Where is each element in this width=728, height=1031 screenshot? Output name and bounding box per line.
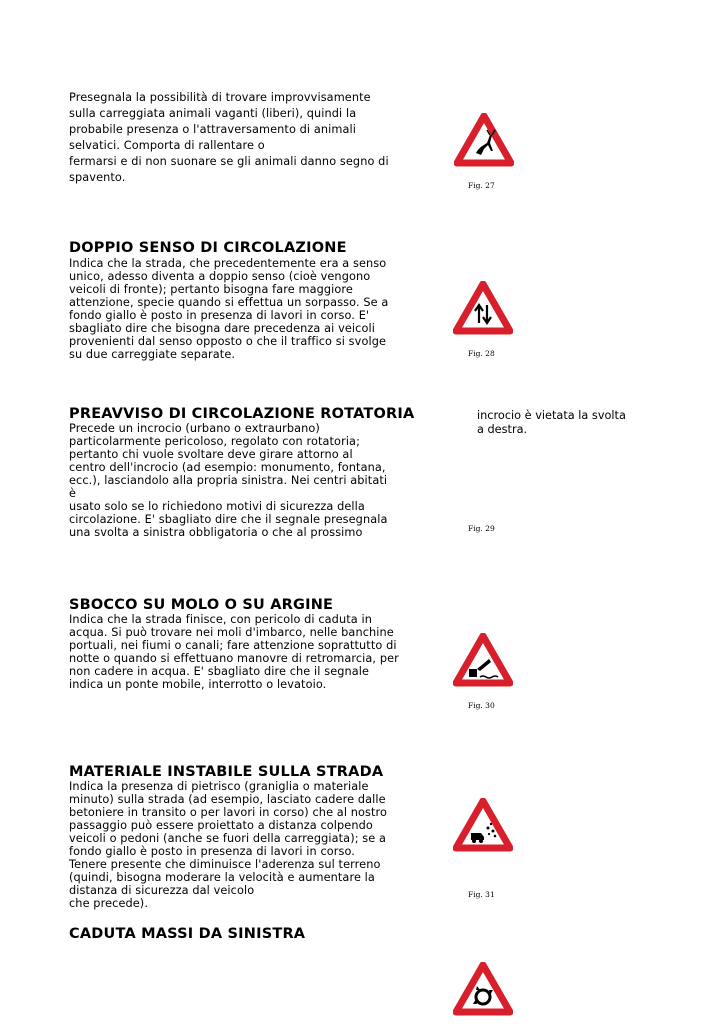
quayside-description: Indica che la strada finisce, con pericolo di caduta in acqua. Si può trovare nei moli d'imbarco, nelle banchine portuali, nei fiumi o canali; fare attenzione soprattutto di notte o quando si effettuano manovre di retromarcia, per non cadere in acqua. E' sbagliato dire che il segnale indica un ponte mobile, interrotto o levatoio.	[69, 613, 399, 691]
figure-label-31: Fig. 31	[468, 890, 495, 899]
roundabout-description: Precede un incrocio (urbano o extraurbano) particolarmente pericoloso, regolato con rotatoria; pertanto chi vuole svoltare deve girare attorno al centro dell'incrocio (ad esempio: monumento, fontana, ecc.), lasciandolo alla propria sinistra. Nei centri abitati è usato solo se lo richiedono motivi di sicurezza della circolazione. E' sbagliato dire che il segnale presegnala una svolta a sinistra obbligatoria o che al prossimo	[69, 422, 388, 539]
figure-label-29: Fig. 29	[468, 524, 495, 533]
section-heading-loose-gravel: MATERIALE INSTABILE SULLA STRADA	[69, 764, 384, 780]
section-heading-two-way: DOPPIO SENSO DI CIRCOLAZIONE	[69, 240, 347, 256]
roundabout-side-note: incrocio è vietata la svolta a destra.	[477, 409, 626, 436]
loose-gravel-description: Indica la presenza di pietrisco (graniglia o materiale minuto) sulla strada (ad esempio, lasciato cadere dalle betoniere in transito o per lavori in corso) che al nostro passaggio può essere proiettato a distanza colpendo veicoli o pedoni (anche se fuori della carreggiata); se a fondo giallo è posto in presenza di lavori in corso. Tenere presente che diminuisce l'aderenza sul terreno (quindi, bisogna moderare la velocità e aumentare la distanza di sicurezza dal veicolo che precede).	[69, 780, 388, 910]
loose-gravel-sign-icon	[453, 798, 513, 852]
section-heading-roundabout: PREAVVISO DI CIRCOLAZIONE ROTATORIA	[69, 406, 415, 422]
two-way-traffic-sign-icon	[453, 281, 513, 335]
roundabout-sign-icon	[453, 962, 513, 1016]
section-heading-falling-rocks: CADUTA MASSI DA SINISTRA	[69, 926, 306, 942]
animals-description: Presegnala la possibilità di trovare improvvisamente sulla carreggiata animali vaganti (liberi), quindi la probabile presenza o l'attraversamento di animali selvatici. Comporta di rallentare o fermarsi e di non suonare se gli animali danno segno di spavento.	[69, 91, 389, 184]
animals-crossing-sign-icon	[454, 113, 514, 167]
quayside-sign-icon	[453, 633, 513, 687]
figure-label-27: Fig. 27	[468, 181, 495, 190]
section-heading-quayside: SBOCCO SU MOLO O SU ARGINE	[69, 597, 334, 613]
figure-label-30: Fig. 30	[468, 701, 495, 710]
figure-label-28: Fig. 28	[468, 349, 495, 358]
two-way-description: Indica che la strada, che precedentemente era a senso unico, adesso diventa a doppio senso (cioè vengono veicoli di fronte); pertanto bisogna fare maggiore attenzione, specie quando si effettua un sorpasso. Se a fondo giallo è posto in presenza di lavori in corso. E' sbagliato dire che bisogna dare precedenza ai veicoli provenienti dal senso opposto o che il traffico si svolge su due carreggiate separate.	[69, 257, 389, 361]
